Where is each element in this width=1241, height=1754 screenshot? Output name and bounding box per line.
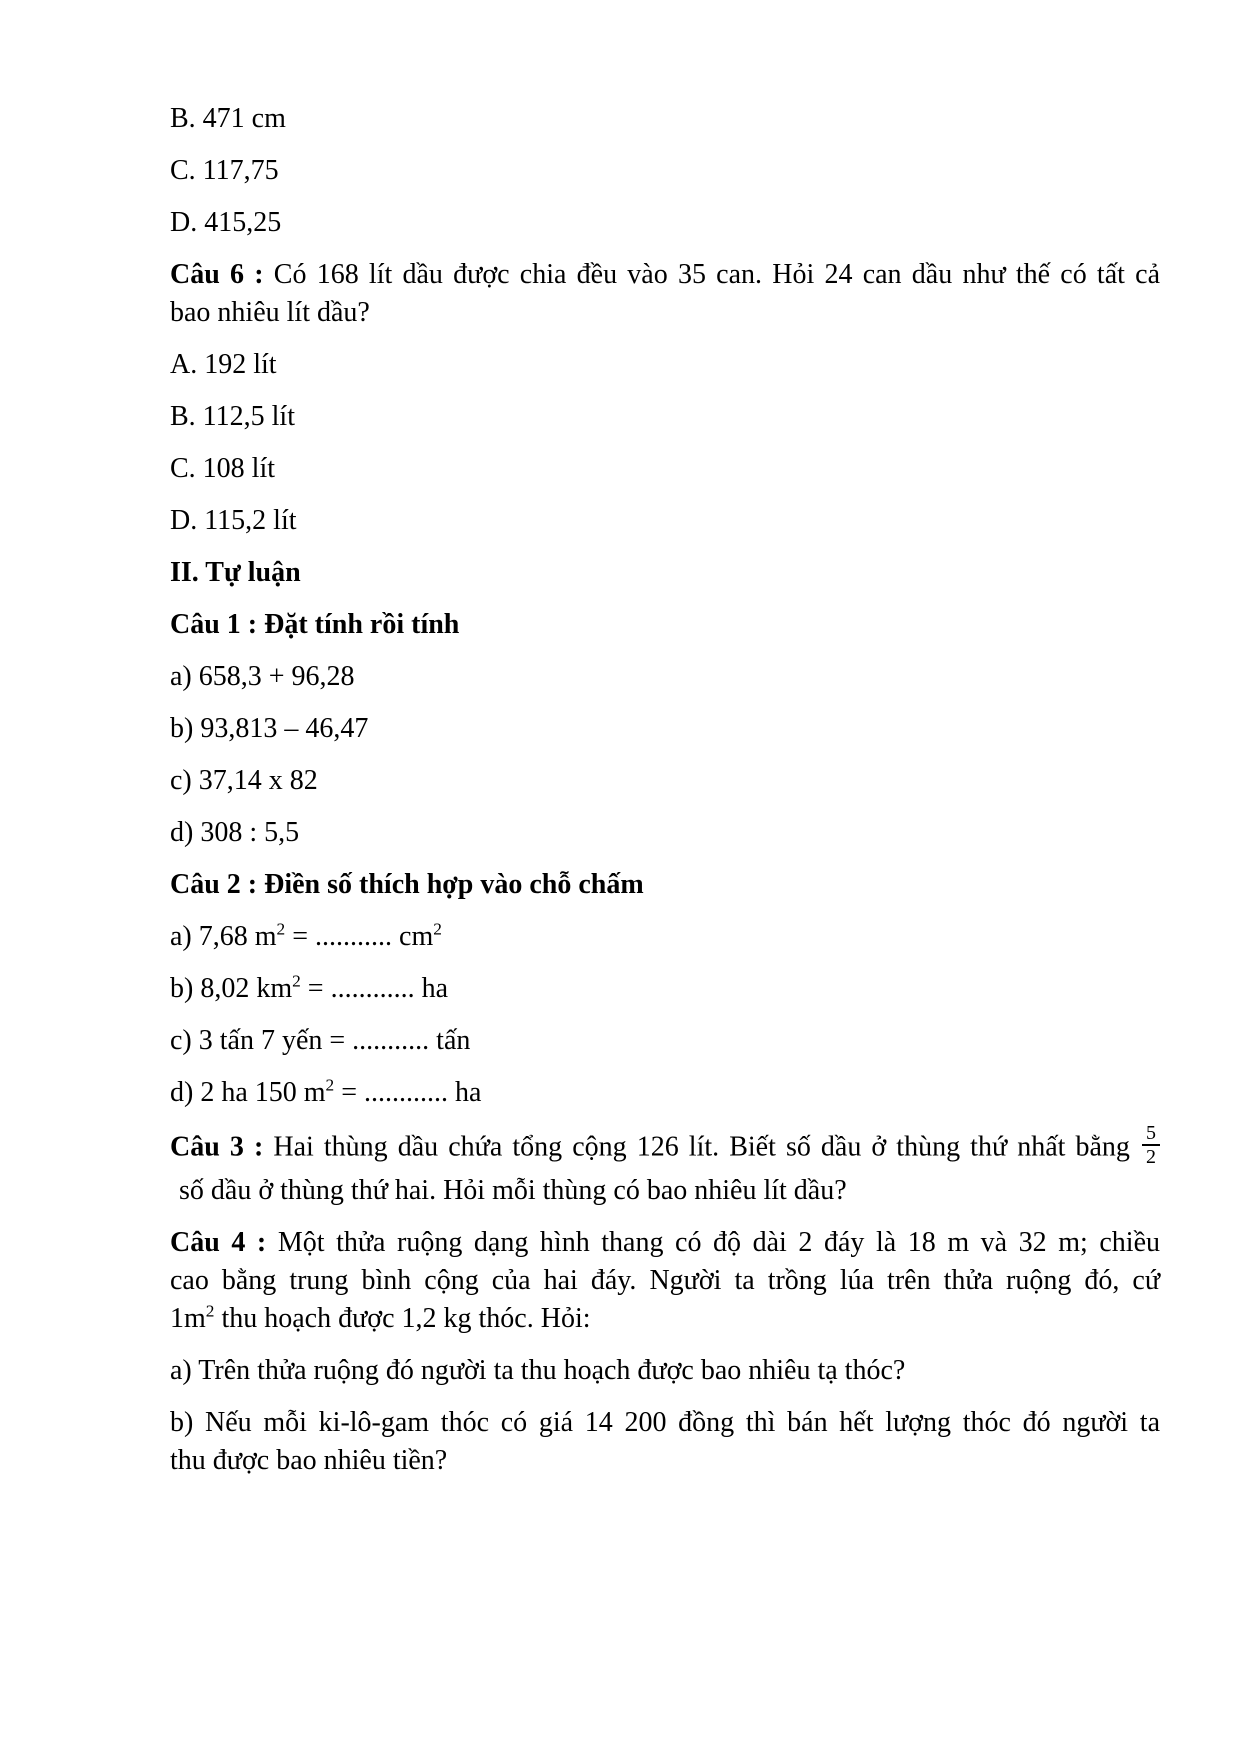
exercise-item-1d: d) 308 : 5,5 xyxy=(170,817,300,848)
worksheet-content xyxy=(170,100,1160,1494)
fill-blank-2c: c) 3 tấn 7 yến = ........... tấn xyxy=(170,1025,471,1056)
section-heading-essay: II. Tự luận xyxy=(170,557,301,588)
question-6-line-1 xyxy=(170,256,1160,294)
question-3-label: Câu 3 : xyxy=(170,1131,264,1163)
question-6 xyxy=(170,256,1160,332)
fill-blank-2d xyxy=(170,1074,1160,1112)
exercise-item-1a: a) 658,3 + 96,28 xyxy=(170,661,355,692)
question-4-sub-b-line-2: thu được bao nhiêu tiền? xyxy=(170,1445,448,1476)
question-4-line-3-text: 1m xyxy=(170,1303,206,1334)
answer-option: D. 115,2 lít xyxy=(170,505,297,536)
question-6-text: Có 168 lít dầu được chia đều vào 35 can. Hỏi 24 can dầu như thế có tất cả xyxy=(263,259,1160,290)
fraction-denominator: 2 xyxy=(1146,1146,1156,1168)
question-6-line-2: bao nhiêu lít dầu? xyxy=(170,297,370,328)
answer-option: B. 471 cm xyxy=(170,103,286,134)
fill-blank-2b-text: b) 8,02 km xyxy=(170,973,293,1004)
question-4-line-3-rest: thu hoạch được 1,2 kg thóc. Hỏi: xyxy=(214,1303,591,1334)
question-4-sub-b-line-1: b) Nếu mỗi ki-lô-gam thóc có giá 14 200 đồng thì bán hết lượng thóc đó người ta xyxy=(170,1407,1160,1438)
superscript: 2 xyxy=(325,1075,335,1095)
fill-blank-2a-text: a) 7,68 m xyxy=(170,921,277,952)
superscript: 2 xyxy=(433,919,442,939)
question-3-text: Hai thùng dầu chứa tổng cộng 126 lít. Biết số dầu ở thùng thứ nhất bằng xyxy=(263,1131,1140,1163)
question-4-sub-a: a) Trên thửa ruộng đó người ta thu hoạch được bao nhiêu tạ thóc? xyxy=(170,1355,906,1386)
superscript: 2 xyxy=(205,1301,215,1321)
fraction-numerator: 5 xyxy=(1142,1122,1160,1146)
fill-blank-2a xyxy=(170,918,1160,956)
answer-option: B. 112,5 lít xyxy=(170,401,295,432)
answer-option: A. 192 lít xyxy=(170,349,277,380)
question-3-line-2: số dầu ở thùng thứ hai. Hỏi mỗi thùng có bao nhiêu lít dầu? xyxy=(179,1175,847,1206)
fill-blank-2d-blank: = ............ ha xyxy=(334,1077,482,1108)
answer-option: C. 117,75 xyxy=(170,155,279,186)
question-3 xyxy=(170,1122,1160,1210)
question-6-label: Câu 6 : xyxy=(170,259,264,290)
question-3-line-1 xyxy=(170,1122,1160,1172)
question-4-sub-b xyxy=(170,1404,1160,1480)
exercise-item-1b: b) 93,813 – 46,47 xyxy=(170,713,369,744)
question-4-line-3 xyxy=(170,1300,1160,1338)
fill-blank-2b-blank: = ............ ha xyxy=(300,973,449,1004)
question-1-heading: Câu 1 : Đặt tính rồi tính xyxy=(170,609,460,640)
fill-blank-2a-blank: = ........... cm xyxy=(285,921,434,952)
superscript: 2 xyxy=(292,971,301,991)
fill-blank-2b xyxy=(170,970,1160,1008)
answer-option: D. 415,25 xyxy=(170,207,282,238)
question-4-label: Câu 4 : xyxy=(170,1227,267,1258)
exercise-item-1c: c) 37,14 x 82 xyxy=(170,765,318,796)
fill-blank-2d-text: d) 2 ha 150 m xyxy=(170,1077,326,1108)
question-4-line-1 xyxy=(170,1224,1160,1262)
answer-option: C. 108 lít xyxy=(170,453,276,484)
fraction-five-halves xyxy=(1142,1122,1160,1168)
question-2-heading: Câu 2 : Điền số thích hợp vào chỗ chấm xyxy=(170,869,644,900)
question-4-line-2: cao bằng trung bình cộng của hai đáy. Người ta trồng lúa trên thửa ruộng đó, cứ xyxy=(170,1265,1160,1296)
question-4 xyxy=(170,1224,1160,1338)
question-4-text: Một thửa ruộng dạng hình thang có độ dài 2 đáy là 18 m và 32 m; chiều xyxy=(266,1227,1160,1258)
superscript: 2 xyxy=(276,919,286,939)
